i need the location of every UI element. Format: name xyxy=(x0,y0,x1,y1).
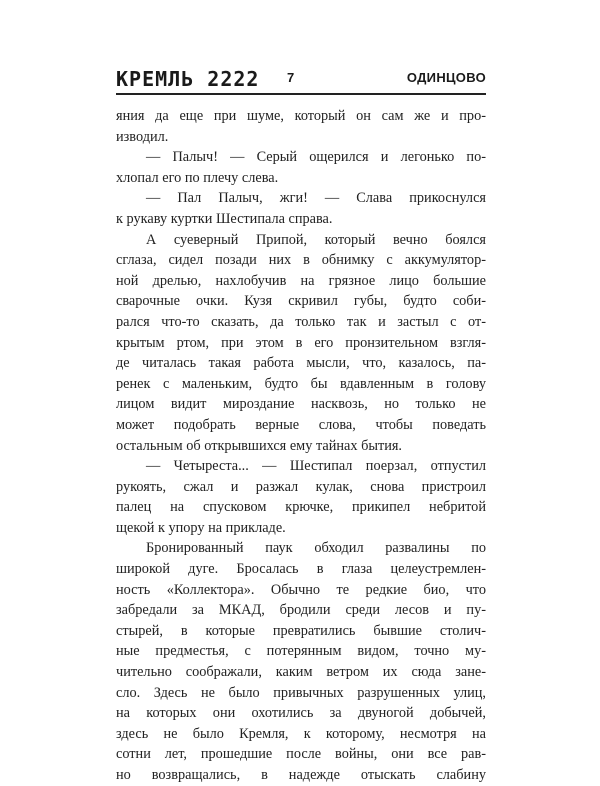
chapter-title: ОДИНЦОВО xyxy=(406,70,486,85)
text-line: ной дрелью, нахлобучив на грязное лицо большие xyxy=(116,272,486,289)
text-line: щекой к упору на прикладе. xyxy=(116,519,286,536)
text-line: рукоять, сжал и разжал кулак, снова пристроил xyxy=(116,478,486,495)
text-line: Бронированный паук обходил развалины по xyxy=(146,540,486,557)
text-line: ность «Коллектора». Обычно те редкие био, что xyxy=(116,581,486,598)
text-line: — Палыч! — Серый ощерился и легонько по- xyxy=(146,149,486,166)
text-line: крытым ртом, при этом в его пронзительном взгля- xyxy=(116,334,486,351)
text-line: ные предместья, с потерянным видом, точно му- xyxy=(116,643,486,660)
text-line: забредали за МКАД, бродили среди лесов и пу- xyxy=(116,602,486,619)
text-line: но возвращались, в надежде отыскать слабину xyxy=(116,767,486,783)
text-line: — Четыреста... — Шестипал поерзал, отпустил xyxy=(146,458,486,475)
text-line: лицом видит мироздание насквозь, но только не xyxy=(116,396,486,413)
text-line: широкой дуге. Бросалась в глаза целеустремлен- xyxy=(116,561,486,578)
page-number: 7 xyxy=(287,70,295,85)
text-line: яния да еще при шуме, который он сам же и про- xyxy=(116,108,486,124)
text-line: ренек с маленьким, будто бы вдавленным в голову xyxy=(116,375,486,392)
text-line: на которых они охотились за двуногой добычей, xyxy=(116,705,486,722)
text-line: сглаза, сидел позади них в обнимку с аккумулятор- xyxy=(116,252,486,269)
text-line: сварочные очки. Кузя скривил губы, будто соби- xyxy=(116,293,486,310)
text-line: чительно соображали, каким ветром их сюда зане- xyxy=(116,664,486,681)
text-line: может подобрать верные слова, чтобы поведать xyxy=(116,416,486,433)
text-line: к рукаву куртки Шестипала справа. xyxy=(116,210,333,227)
text-line: стырей, в которые превратились бывшие столич- xyxy=(116,622,486,639)
text-line: рался что-то сказать, да только так и застыл с от- xyxy=(116,313,486,330)
text-line: сотни лет, прошедшие после войны, они все рав- xyxy=(116,746,486,763)
text-line: хлопал его по плечу слева. xyxy=(116,169,279,186)
text-line: де читалась такая работа мысли, что, казалось, па- xyxy=(116,355,486,372)
text-line: здесь не было Кремля, к которому, несмотря на xyxy=(116,725,486,742)
series-title: КРЕМЛЬ 2222 xyxy=(116,67,260,91)
running-header xyxy=(116,63,486,91)
text-line: изводил. xyxy=(116,128,169,145)
text-line: остальным об открывшихся ему тайнах бытия. xyxy=(116,437,403,454)
text-line: палец на спусковом крючке, прикипел небритой xyxy=(116,499,486,516)
text-line: А суеверный Припой, который вечно боялся xyxy=(146,231,486,248)
text-line: сло. Здесь не было привычных разрушенных улиц, xyxy=(116,684,486,701)
header-divider xyxy=(116,93,486,95)
body-text xyxy=(116,106,486,786)
text-line: — Пал Палыч, жги! — Слава прикоснулся xyxy=(146,190,486,207)
